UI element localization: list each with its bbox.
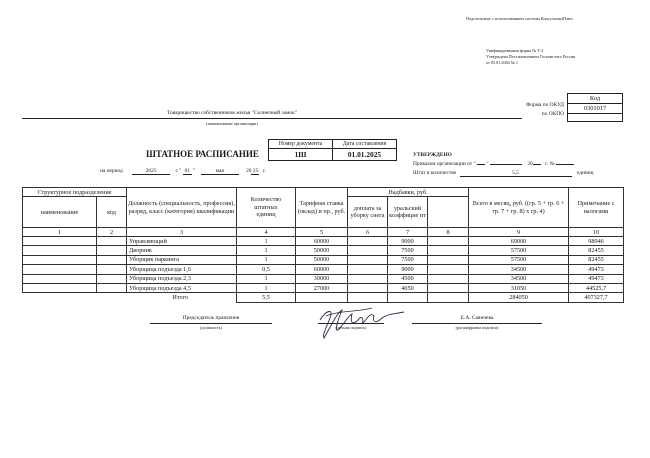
cell-ural: 7500 — [388, 246, 428, 255]
cell-note: 49473 — [569, 274, 624, 283]
signer-position-caption: (должность) — [200, 325, 222, 330]
cell-unit — [23, 283, 97, 292]
approval-staff-line — [413, 170, 593, 177]
cell-ural: 4050 — [388, 283, 428, 292]
number-value: 1Ш — [269, 149, 333, 160]
date-label: Дата составления — [333, 140, 396, 149]
cell-unit — [23, 265, 97, 274]
column-number: 1 — [23, 228, 97, 237]
staff-schedule-table — [22, 187, 624, 303]
period-month: мая — [201, 168, 239, 175]
period-year-suffix: 25 — [252, 168, 259, 174]
header-note: Примечание с налогами — [569, 188, 624, 228]
form-line: от 05.01.2004 № 1 — [486, 60, 518, 65]
order-month[interactable] — [490, 164, 522, 165]
signature-caption: (личная подпись) — [335, 325, 367, 330]
column-number: 8 — [428, 228, 469, 237]
cell-unit — [23, 255, 97, 264]
cell-position: Уборщица подъезда 4,5 — [127, 283, 237, 292]
cell-unit — [23, 246, 97, 255]
cell-c8 — [428, 274, 469, 283]
cell-code — [97, 246, 127, 255]
form-line: Утверждена Постановлением Госкомстата России — [486, 54, 576, 59]
totals-label: Итого — [172, 294, 189, 302]
decoded-caption: (расшифровка подписи) — [455, 325, 499, 330]
cell-count: 1 — [237, 283, 296, 292]
cell-c8 — [428, 265, 469, 274]
cell-position: Уборщица подъезда 1,6 — [127, 265, 237, 274]
document-number-box — [268, 139, 397, 161]
cell-note: 98946 — [569, 237, 624, 246]
cell-rate: 60000 — [296, 237, 348, 246]
cell-c8 — [428, 255, 469, 264]
document-title: ШТАТНОЕ РАСПИСАНИЕ — [146, 149, 259, 159]
cell-note: 49473 — [569, 265, 624, 274]
cell-count: 1 — [237, 246, 296, 255]
okud-value: 0301017 — [568, 104, 622, 114]
decoded-name: Е.А. Савичева — [412, 315, 542, 324]
totals-spacer — [23, 293, 127, 302]
period-prefix: на период — [100, 168, 123, 174]
header-allowances: Надбавки, руб. — [348, 188, 469, 197]
okpo-value — [568, 114, 622, 123]
cell-total: 57500 — [469, 255, 569, 264]
order-day[interactable] — [477, 164, 485, 165]
form-line: Унифицированная форма № Т-3 — [486, 48, 544, 53]
code-header: Код — [568, 94, 622, 104]
table-row — [23, 246, 624, 255]
cell-code — [97, 265, 127, 274]
cell-position: Управляющий — [127, 237, 237, 246]
cell-code — [97, 237, 127, 246]
header-position: Должность (специальность, профессия), разряд, класс (категория) квалификации — [127, 188, 237, 228]
organization-name: Товарищество собственников жилья "Солнечный замок" — [167, 110, 297, 116]
period-century: 20 — [246, 168, 252, 174]
signer-position: Председатель правления — [150, 315, 272, 324]
cell-snow — [348, 255, 388, 264]
staff-suffix: единиц — [576, 170, 594, 176]
order-century: 20 — [527, 161, 533, 167]
header-unit-code: код — [97, 197, 127, 228]
cell-count: 1 — [237, 274, 296, 283]
approval-order-line — [413, 161, 574, 167]
totals-ural — [388, 293, 428, 302]
header-struct-unit: Структурное подразделение — [23, 188, 127, 197]
period-line — [100, 168, 266, 175]
totals-rate — [296, 293, 348, 302]
cell-code — [97, 255, 127, 264]
cell-position: Уборщица подъезда 2,3 — [127, 274, 237, 283]
cell-ural: 4500 — [388, 274, 428, 283]
organization-line — [22, 110, 522, 119]
order-prefix: Приказом организации от " — [413, 161, 476, 167]
cell-count: 0,5 — [237, 265, 296, 274]
cell-c8 — [428, 237, 469, 246]
cell-total: 31050 — [469, 283, 569, 292]
date-value: 01.01.2025 — [347, 150, 382, 159]
cell-note: 82455 — [569, 246, 624, 255]
staff-prefix: Штат в количестве — [413, 170, 457, 176]
codes-box — [567, 93, 623, 122]
staff-value: 5,5 — [460, 170, 572, 177]
column-number: 5 — [296, 228, 348, 237]
cell-snow — [348, 274, 388, 283]
cell-position: Уборщик паркинга — [127, 255, 237, 264]
column-number: 10 — [569, 228, 624, 237]
organization-caption: (наименование организации) — [206, 121, 258, 126]
cell-rate: 30000 — [296, 274, 348, 283]
period-from-label: с " — [175, 168, 182, 174]
cell-snow — [348, 265, 388, 274]
totals-total: 284050 — [469, 293, 569, 302]
cell-ural: 9000 — [388, 237, 428, 246]
cell-snow — [348, 246, 388, 255]
header-snow: доплата за уборку снега — [348, 197, 388, 228]
totals-col8 — [428, 293, 469, 302]
totals-note: 407327,7 — [569, 293, 624, 302]
column-number: 3 — [127, 228, 237, 237]
number-label: Номер документа — [269, 140, 333, 149]
cell-code — [97, 283, 127, 292]
header-total: Всего в месяц, руб. ((гр. 5 + гр. 6 + гр. 7 + гр. 8) х гр. 4) — [469, 188, 569, 228]
order-quote: " — [486, 161, 489, 167]
header-rate: Тарифная ставка (оклад) и пр., руб. — [296, 188, 348, 228]
header-ural: уральский коэффицие нт — [388, 197, 428, 228]
cell-unit — [23, 237, 97, 246]
period-year: 2025 — [132, 168, 170, 175]
table-row — [23, 255, 624, 264]
okud-label: Форма по ОКУД — [526, 102, 564, 108]
consultant-note: Подготовлено с использованием системы КонсультантПлюс — [466, 16, 574, 21]
order-number-label: г. № — [545, 161, 555, 167]
cell-rate: 50000 — [296, 246, 348, 255]
cell-count: 1 — [237, 255, 296, 264]
table-row — [23, 265, 624, 274]
totals-row — [23, 293, 624, 302]
approval-title: УТВЕРЖДЕНО — [413, 152, 452, 158]
cell-c8 — [428, 246, 469, 255]
cell-code — [97, 274, 127, 283]
header-unit-name: наименование — [23, 197, 97, 228]
table-row — [23, 283, 624, 292]
cell-ural: 9000 — [388, 265, 428, 274]
cell-c8 — [428, 283, 469, 292]
column-number: 9 — [469, 228, 569, 237]
order-number[interactable] — [556, 164, 574, 165]
okpo-label: по ОКПО — [541, 111, 564, 117]
column-number: 7 — [388, 228, 428, 237]
cell-unit — [23, 274, 97, 283]
header-count: Количество штатных единиц — [237, 188, 296, 228]
column-number: 6 — [348, 228, 388, 237]
cell-position: Дворник — [127, 246, 237, 255]
totals-count: 5,5 — [237, 293, 296, 302]
cell-note: 44525,7 — [569, 283, 624, 292]
column-number: 2 — [97, 228, 127, 237]
order-year[interactable] — [533, 164, 541, 165]
cell-total: 34500 — [469, 265, 569, 274]
totals-snow — [348, 293, 388, 302]
period-g: г. — [262, 168, 266, 174]
cell-snow — [348, 283, 388, 292]
header-col8 — [428, 197, 469, 228]
table-row — [23, 237, 624, 246]
column-number: 4 — [237, 228, 296, 237]
cell-rate: 60000 — [296, 265, 348, 274]
period-day: 01 — [184, 168, 190, 174]
cell-rate: 50000 — [296, 255, 348, 264]
cell-rate: 27000 — [296, 283, 348, 292]
form-info — [486, 48, 575, 66]
cell-ural: 7500 — [388, 255, 428, 264]
cell-count: 1 — [237, 237, 296, 246]
table-row — [23, 274, 624, 283]
period-day-close: " — [193, 168, 196, 174]
cell-snow — [348, 237, 388, 246]
cell-note: 82455 — [569, 255, 624, 264]
cell-total: 57500 — [469, 246, 569, 255]
handwritten-signature — [312, 302, 412, 344]
cell-total: 69000 — [469, 237, 569, 246]
cell-total: 34500 — [469, 274, 569, 283]
